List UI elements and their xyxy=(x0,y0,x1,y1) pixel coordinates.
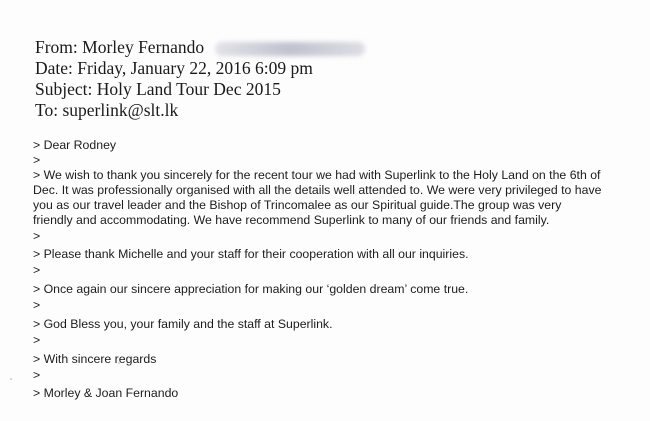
body-line: you as our travel leader and the Bishop of Trincomalee as our Spiritual guide.The group was very xyxy=(33,198,562,212)
email-body xyxy=(33,138,623,401)
body-line: > xyxy=(33,298,41,312)
body-line: > Dear Rodney xyxy=(33,138,117,152)
scan-speck xyxy=(10,378,12,380)
subject-line: Subject: Holy Land Tour Dec 2015 xyxy=(35,79,281,99)
body-line: > xyxy=(33,153,41,167)
body-line: > xyxy=(33,263,41,277)
body-line: > Once again our sincere appreciation for making our ‘golden dream’ come true. xyxy=(33,282,469,296)
body-line: > xyxy=(33,368,41,382)
body-line: > xyxy=(33,333,41,347)
body-line: > xyxy=(33,229,41,243)
from-line xyxy=(35,37,365,58)
body-line: friendly and accommodating. We have recommend Superlink to many of our friends and family. xyxy=(33,213,550,227)
scan-speck xyxy=(118,362,120,364)
body-line: > We wish to thank you sincerely for the recent tour we had with Superlink to the Holy Land on the 6th of xyxy=(33,168,601,182)
date-line: Date: Friday, January 22, 2016 6:09 pm xyxy=(35,58,313,78)
email-header xyxy=(35,37,365,121)
body-line: Dec. It was professionally organised with all the details well attended to. We were very privileged to have xyxy=(33,183,602,197)
redacted-email-blur xyxy=(215,42,365,56)
from-label: From: xyxy=(35,37,78,57)
body-line: > With sincere regards xyxy=(33,352,157,366)
body-line: > Please thank Michelle and your staff for their cooperation with all our inquiries. xyxy=(33,247,469,261)
body-line: > God Bless you, your family and the staff at Superlink. xyxy=(33,317,333,331)
from-name: Morley Fernando xyxy=(82,37,205,57)
to-line: To: superlink@slt.lk xyxy=(35,100,179,120)
body-line: > Morley & Joan Fernando xyxy=(33,386,179,400)
